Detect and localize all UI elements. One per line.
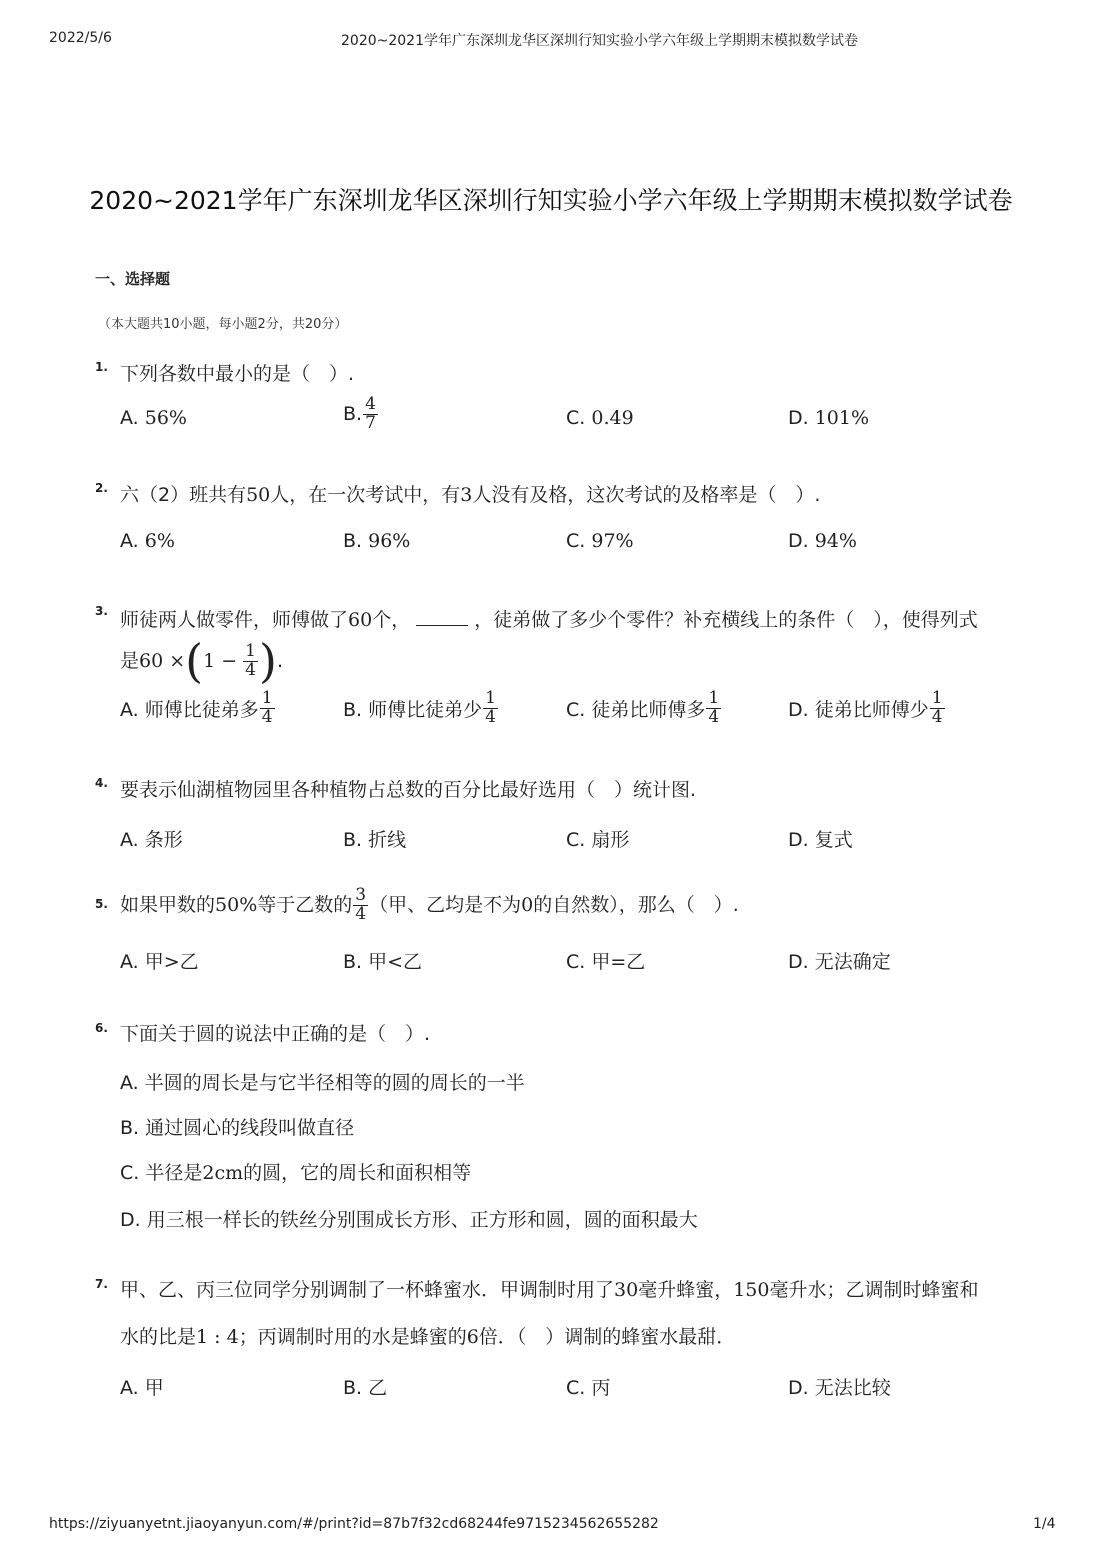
question-number: 5.: [95, 897, 108, 911]
option-b[interactable]: B. 甲<乙: [343, 951, 423, 973]
option-c[interactable]: C. 甲=乙: [566, 951, 646, 973]
option-d[interactable]: D. 94%: [788, 530, 857, 552]
footer-url[interactable]: https://ziyuanyetnt.jiaoyanyun.com/#/print?id=87b7f32cd68244fe9715234562655282: [49, 1516, 659, 1532]
option-a[interactable]: A. 条形: [120, 829, 183, 851]
option-d[interactable]: D. 复式: [788, 829, 853, 851]
option-d[interactable]: D. 无法比较: [788, 1377, 891, 1399]
question-expression: 是 60 × ( 1 − $\frac{1}{4}$ ) .: [120, 634, 283, 688]
question-number: 1.: [95, 360, 108, 374]
option-c[interactable]: C. 0.49: [566, 407, 634, 429]
question-number: 6.: [95, 1021, 108, 1035]
option-d[interactable]: D. 无法确定: [788, 951, 891, 973]
option-c[interactable]: C. 半径是2cm的圆，它的周长和面积相等: [120, 1162, 472, 1184]
question-number: 7.: [95, 1277, 108, 1291]
option-b[interactable]: B. 通过圆心的线段叫做直径: [120, 1117, 355, 1139]
option-c[interactable]: C. 徒弟比师傅多 $\frac{1}{4}$: [566, 688, 720, 727]
option-d[interactable]: D. 用三根一样长的铁丝分别围成长方形、正方形和圆，圆的面积最大: [120, 1209, 698, 1231]
question-text: 六（2）班共有50人，在一次考试中，有3人没有及格，这次考试的及格率是（ ）.: [120, 484, 821, 506]
question-text: 要表示仙湖植物园里各种植物占总数的百分比最好选用（ ）统计图.: [120, 779, 697, 801]
option-b[interactable]: B. 师傅比徒弟少 $\frac{1}{4}$: [343, 688, 496, 727]
question-number: 3.: [95, 604, 108, 618]
section-note: （本大题共10小题，每小题2分，共20分）: [98, 317, 348, 332]
page-title: 2020~2021学年广东深圳龙华区深圳行知实验小学六年级上学期期末模拟数学试卷: [89, 186, 1013, 215]
question-text-line-1: 甲、乙、丙三位同学分别调制了一杯蜂蜜水．甲调制时用了30毫升蜂蜜，150毫升水；乙调制时蜂蜜和: [120, 1279, 979, 1301]
question-number: 2.: [95, 481, 108, 495]
question-text: 下列各数中最小的是（ ）.: [120, 363, 355, 385]
option-b[interactable]: B. 折线: [343, 829, 407, 851]
option-c[interactable]: C. 丙: [566, 1377, 611, 1399]
option-d[interactable]: D. 徒弟比师傅少 $\frac{1}{4}$: [788, 688, 943, 727]
option-a[interactable]: A. 56%: [120, 407, 187, 429]
question-text: 师徒两人做零件，师傅做了60个， ，徒弟做了多少个零件？补充横线上的条件（ ），使得列式: [120, 609, 978, 631]
option-a[interactable]: A. 6%: [120, 530, 175, 552]
option-a[interactable]: A. 半圆的周长是与它半径相等的圆的周长的一半: [120, 1072, 525, 1094]
print-header-title: 2020~2021学年广东深圳龙华区深圳行知实验小学六年级上学期期末模拟数学试卷: [341, 33, 858, 49]
option-b[interactable]: B. 乙: [343, 1377, 388, 1399]
question-text: 下面关于圆的说法中正确的是（ ）.: [120, 1023, 431, 1045]
page-number: 1/4: [1033, 1516, 1056, 1532]
option-c[interactable]: C. 97%: [566, 530, 634, 552]
answer-blank: [416, 609, 468, 626]
option-a[interactable]: A. 师傅比徒弟多 $\frac{1}{4}$: [120, 688, 273, 727]
question-number: 4.: [95, 776, 108, 790]
question-text-line-2: 水的比是1 : 4；丙调制时用的水是蜂蜜的6倍．（ ）调制的蜂蜜水最甜．: [120, 1326, 736, 1348]
option-a[interactable]: A. 甲: [120, 1377, 164, 1399]
fraction: $\frac{4}{7}$: [365, 394, 376, 433]
option-b[interactable]: B. $\frac{4}{7}$: [343, 394, 376, 433]
option-a[interactable]: A. 甲>乙: [120, 951, 199, 973]
option-b[interactable]: B. 96%: [343, 530, 411, 552]
print-date: 2022/5/6: [49, 30, 112, 46]
option-c[interactable]: C. 扇形: [566, 829, 630, 851]
section-title: 一、选择题: [95, 270, 171, 288]
question-text: 如果甲数的 50% 等于乙数的 $\frac{3}{4}$ （甲、乙均是不为 0 的自然数），那么（ ）.: [120, 885, 739, 924]
option-d[interactable]: D. 101%: [788, 407, 870, 429]
